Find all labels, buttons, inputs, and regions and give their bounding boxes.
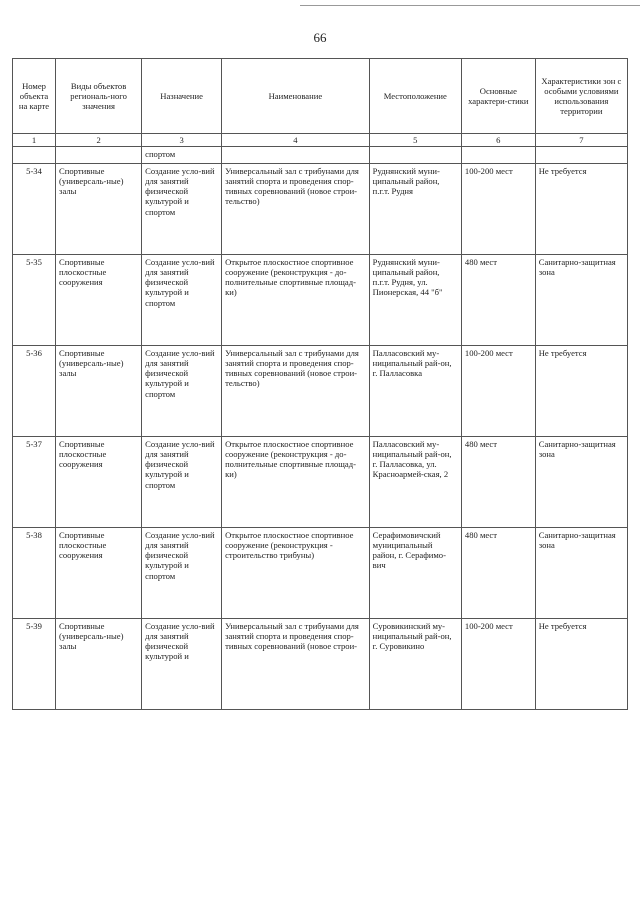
table-row [13,528,628,619]
table-row [13,437,628,528]
specs-cell: 100-200 мест [461,164,535,255]
column-header: Виды объектов региональ-ного значения [56,59,142,134]
object-type-cell: Спортивные (универсаль-ные) залы [56,164,142,255]
location-cell: Суровикинский му-ниципальный рай-он, г. Суровикино [369,619,461,710]
purpose-cell: Создание усло-вий для занятий физической культурой и спортом [142,437,222,528]
location-cell: Руднянский муни-ципальный район, п.г.т. Рудня, ул. Пионерская, 44 "б" [369,255,461,346]
purpose-cell: Создание усло-вий для занятий физической культурой и спортом [142,346,222,437]
object-type-cell: Спортивные плоскостные сооружения [56,437,142,528]
object-number-cell: 5-36 [13,346,56,437]
name-cell: Универсальный зал с трибунами для занятий спорта и проведения спор-тивных соревнований (новое строи-тельство) [222,164,370,255]
table-cell [13,147,56,164]
zones-cell: Санитарно-защитная зона [535,255,627,346]
header-row [13,59,628,134]
object-type-cell: Спортивные (универсаль-ные) залы [56,346,142,437]
column-number: 7 [535,134,627,147]
specs-cell: 100-200 мест [461,346,535,437]
name-cell: Универсальный зал с трибунами для занятий спорта и проведения спор-тивных соревнований (новое строи- [222,619,370,710]
purpose-cell: Создание усло-вий для занятий физической культурой и [142,619,222,710]
name-cell: Универсальный зал с трибунами для занятий спорта и проведения спор-тивных соревнований (новое строи-тельство) [222,346,370,437]
column-number: 5 [369,134,461,147]
column-number: 1 [13,134,56,147]
location-cell: Палласовский му-ниципальный рай-он, г. Палласовка [369,346,461,437]
object-number-cell: 5-35 [13,255,56,346]
specs-cell: 480 мест [461,437,535,528]
zones-cell: Санитарно-защитная зона [535,437,627,528]
purpose-cell: Создание усло-вий для занятий физической культурой и спортом [142,255,222,346]
table-cell [222,147,370,164]
column-number-row [13,134,628,147]
continuation-row [13,147,628,164]
column-header: Основные характери-стики [461,59,535,134]
table-cell [369,147,461,164]
object-number-cell: 5-34 [13,164,56,255]
regional-objects-table [12,58,628,710]
table-row [13,346,628,437]
specs-cell: 480 мест [461,255,535,346]
zones-cell: Не требуется [535,346,627,437]
table-cell [461,147,535,164]
zones-cell: Не требуется [535,164,627,255]
specs-cell: 480 мест [461,528,535,619]
column-header: Местоположение [369,59,461,134]
object-number-cell: 5-39 [13,619,56,710]
object-number-cell: 5-38 [13,528,56,619]
zones-cell: Не требуется [535,619,627,710]
table-cell: спортом [142,147,222,164]
column-header: Номер объекта на карте [13,59,56,134]
purpose-cell: Создание усло-вий для занятий физической культурой и спортом [142,164,222,255]
name-cell: Открытое плоскостное спортивное сооружение (реконструкция - строительство трибуны) [222,528,370,619]
table-row [13,619,628,710]
top-rule [300,5,640,6]
location-cell: Серафимовичский муниципальный район, г. Серафимо-вич [369,528,461,619]
object-type-cell: Спортивные (универсаль-ные) залы [56,619,142,710]
table-cell [56,147,142,164]
table-row [13,255,628,346]
table-cell [535,147,627,164]
column-header: Назначение [142,59,222,134]
zones-cell: Санитарно-защитная зона [535,528,627,619]
column-number: 4 [222,134,370,147]
location-cell: Палласовский му-ниципальный рай-он, г. Палласовка, ул. Красноармей-ская, 2 [369,437,461,528]
name-cell: Открытое плоскостное спортивное сооружение (реконструкция - до-полнительные спортивные площад-ки) [222,437,370,528]
column-header: Наименование [222,59,370,134]
object-type-cell: Спортивные плоскостные сооружения [56,255,142,346]
column-header: Характеристики зон с особыми условиями использования территории [535,59,627,134]
object-number-cell: 5-37 [13,437,56,528]
location-cell: Руднянский муни-ципальный район, п.г.т. Рудня [369,164,461,255]
purpose-cell: Создание усло-вий для занятий физической культурой и спортом [142,528,222,619]
specs-cell: 100-200 мест [461,619,535,710]
column-number: 6 [461,134,535,147]
table-row [13,164,628,255]
column-number: 2 [56,134,142,147]
object-type-cell: Спортивные плоскостные сооружения [56,528,142,619]
name-cell: Открытое плоскостное спортивное сооружение (реконструкция - до-полнительные спортивные площад-ки) [222,255,370,346]
page-number: 66 [313,30,327,45]
column-number: 3 [142,134,222,147]
